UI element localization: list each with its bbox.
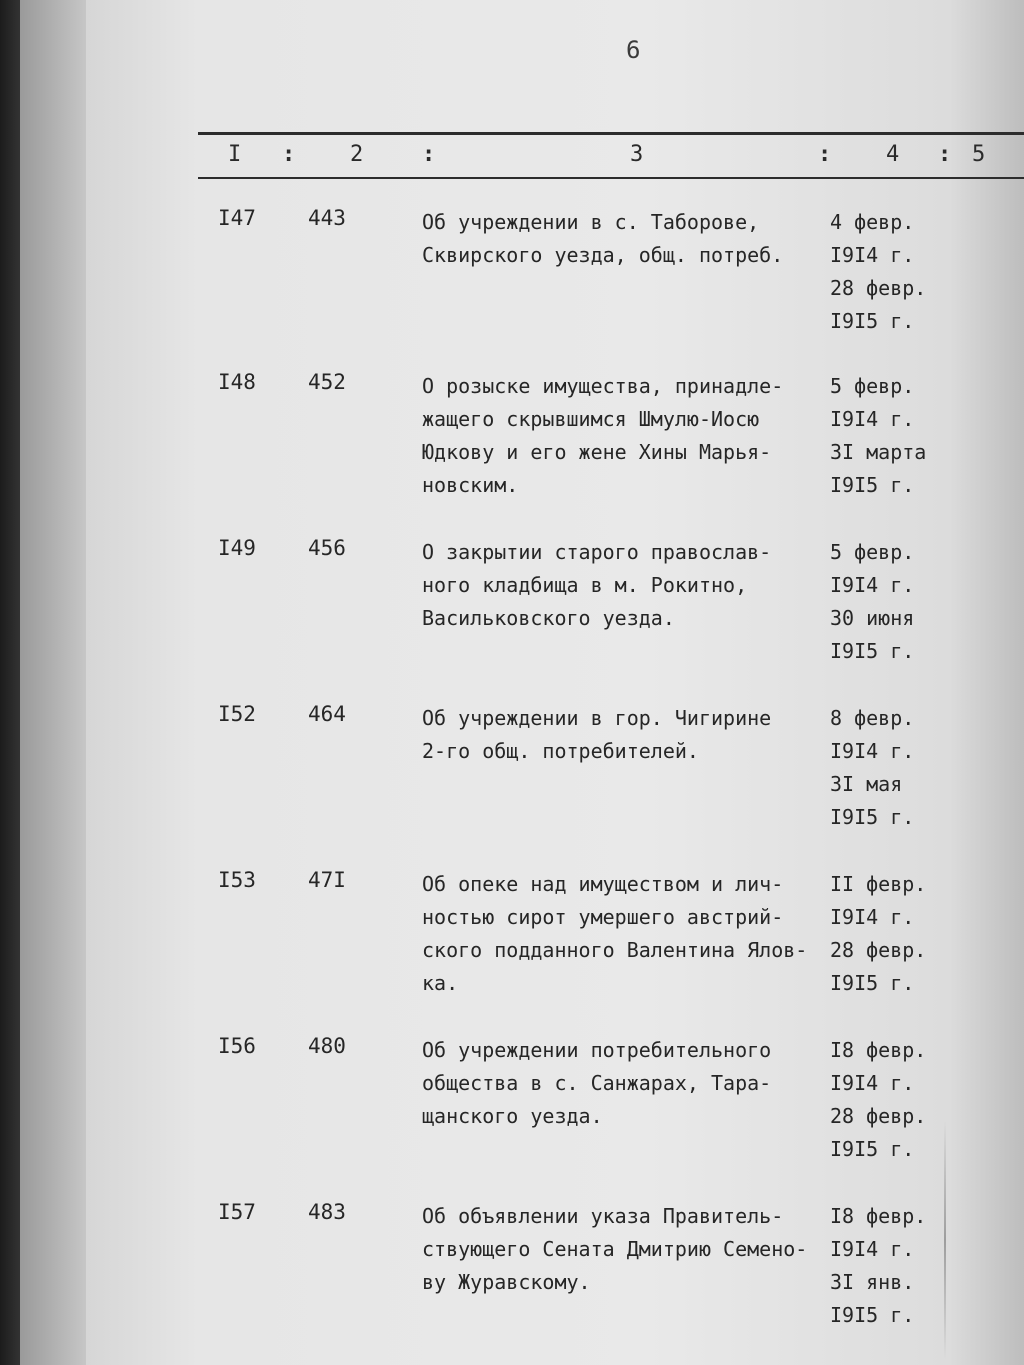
entry-description xyxy=(422,702,832,768)
entry-dates xyxy=(830,206,926,338)
entry-description xyxy=(422,536,832,635)
date-line: 5 февр. xyxy=(830,540,915,564)
date-line: I9I4 г. xyxy=(830,573,915,597)
date-line: I9I5 г. xyxy=(830,639,915,663)
date-line: I9I5 г. xyxy=(830,473,915,497)
column-header-2: 2 xyxy=(350,142,364,167)
entry-number: I49 xyxy=(218,536,256,560)
description-line: О закрытии старого православ- xyxy=(422,540,772,564)
description-line: новским. xyxy=(422,473,519,497)
column-header-5: 5 xyxy=(972,142,986,167)
entry-number: I47 xyxy=(218,206,256,230)
date-line: I9I5 г. xyxy=(830,309,915,333)
entry-dates xyxy=(830,1034,926,1166)
date-line: I9I4 г. xyxy=(830,739,915,763)
entry-description xyxy=(422,1034,832,1133)
entry-description xyxy=(422,206,832,272)
document-number: 452 xyxy=(308,370,346,394)
document-number: 456 xyxy=(308,536,346,560)
underlying-page-edge xyxy=(20,0,90,1365)
date-line: 8 февр. xyxy=(830,706,915,730)
entry-description xyxy=(422,370,832,502)
date-line: II февр. xyxy=(830,872,927,896)
description-line: Об учреждении в с. Таборове, xyxy=(422,210,760,234)
entry-number: I53 xyxy=(218,868,256,892)
document-number: 480 xyxy=(308,1034,346,1058)
date-line: 28 февр. xyxy=(830,1104,927,1128)
entry-number: I52 xyxy=(218,702,256,726)
date-line: I9I4 г. xyxy=(830,1071,915,1095)
date-line: I9I4 г. xyxy=(830,905,915,929)
date-line: I9I5 г. xyxy=(830,1137,915,1161)
document-number: 464 xyxy=(308,702,346,726)
description-line: ву Журавскому. xyxy=(422,1270,591,1294)
entry-number: I57 xyxy=(218,1200,256,1224)
description-line: ностью сирот умершего австрий- xyxy=(422,905,784,929)
entry-dates xyxy=(830,536,914,668)
header-rule-bottom xyxy=(198,177,1024,179)
date-line: I9I4 г. xyxy=(830,407,915,431)
description-line: щанского уезда. xyxy=(422,1104,603,1128)
description-line: жащего скрывшимся Шмулю-Иосю xyxy=(422,407,760,431)
description-line: О розыске имущества, принадле- xyxy=(422,374,784,398)
document-number: 443 xyxy=(308,206,346,230)
date-line: I9I5 г. xyxy=(830,1303,915,1327)
binding-edge xyxy=(0,0,20,1365)
column-header-1: I xyxy=(228,142,242,167)
entry-description xyxy=(422,868,832,1000)
date-line: 3I мая xyxy=(830,772,903,796)
description-line: Об учреждении в гор. Чигирине xyxy=(422,706,772,730)
date-line: 28 февр. xyxy=(830,276,927,300)
date-line: 3I марта xyxy=(830,440,927,464)
date-line: 5 февр. xyxy=(830,374,915,398)
entry-number: I56 xyxy=(218,1034,256,1058)
description-line: ка. xyxy=(422,971,459,995)
entry-dates xyxy=(830,1200,926,1332)
date-line: I9I4 г. xyxy=(830,243,915,267)
paper-crease xyxy=(944,1120,946,1360)
date-line: 4 февр. xyxy=(830,210,915,234)
description-line: Юдкову и его жене Хины Марья- xyxy=(422,440,772,464)
document-number: 47I xyxy=(308,868,346,892)
page-number: 6 xyxy=(626,36,641,64)
description-line: Васильковского уезда. xyxy=(422,606,675,630)
date-line: I9I5 г. xyxy=(830,971,915,995)
description-line: ствующего Сената Дмитрию Семено- xyxy=(422,1237,808,1261)
entry-number: I48 xyxy=(218,370,256,394)
description-line: общества в с. Санжарах, Тара- xyxy=(422,1071,772,1095)
document-number: 483 xyxy=(308,1200,346,1224)
date-line: 3I янв. xyxy=(830,1270,915,1294)
date-line: I9I5 г. xyxy=(830,805,915,829)
date-line: I8 февр. xyxy=(830,1204,927,1228)
column-header-4: 4 xyxy=(886,142,900,167)
description-line: Сквирского уезда, общ. потреб. xyxy=(422,243,784,267)
document-page xyxy=(86,0,1024,1365)
date-line: I9I4 г. xyxy=(830,1237,915,1261)
column-separator: : xyxy=(818,142,832,167)
entry-dates xyxy=(830,702,914,834)
entry-description xyxy=(422,1200,832,1299)
entry-dates xyxy=(830,370,926,502)
entry-dates xyxy=(830,868,926,1000)
column-header-3: 3 xyxy=(630,142,644,167)
description-line: Об объявлении указа Правитель- xyxy=(422,1204,784,1228)
date-line: 28 февр. xyxy=(830,938,927,962)
column-separator: : xyxy=(422,142,436,167)
description-line: ного кладбища в м. Рокитно, xyxy=(422,573,748,597)
column-separator: : xyxy=(282,142,296,167)
description-line: ского подданного Валентина Ялов- xyxy=(422,938,808,962)
description-line: 2-го общ. потребителей. xyxy=(422,739,699,763)
description-line: Об учреждении потребительного xyxy=(422,1038,772,1062)
header-rule-top xyxy=(198,132,1024,135)
date-line: 30 июня xyxy=(830,606,915,630)
column-separator: : xyxy=(938,142,952,167)
date-line: I8 февр. xyxy=(830,1038,927,1062)
description-line: Об опеке над имуществом и лич- xyxy=(422,872,784,896)
